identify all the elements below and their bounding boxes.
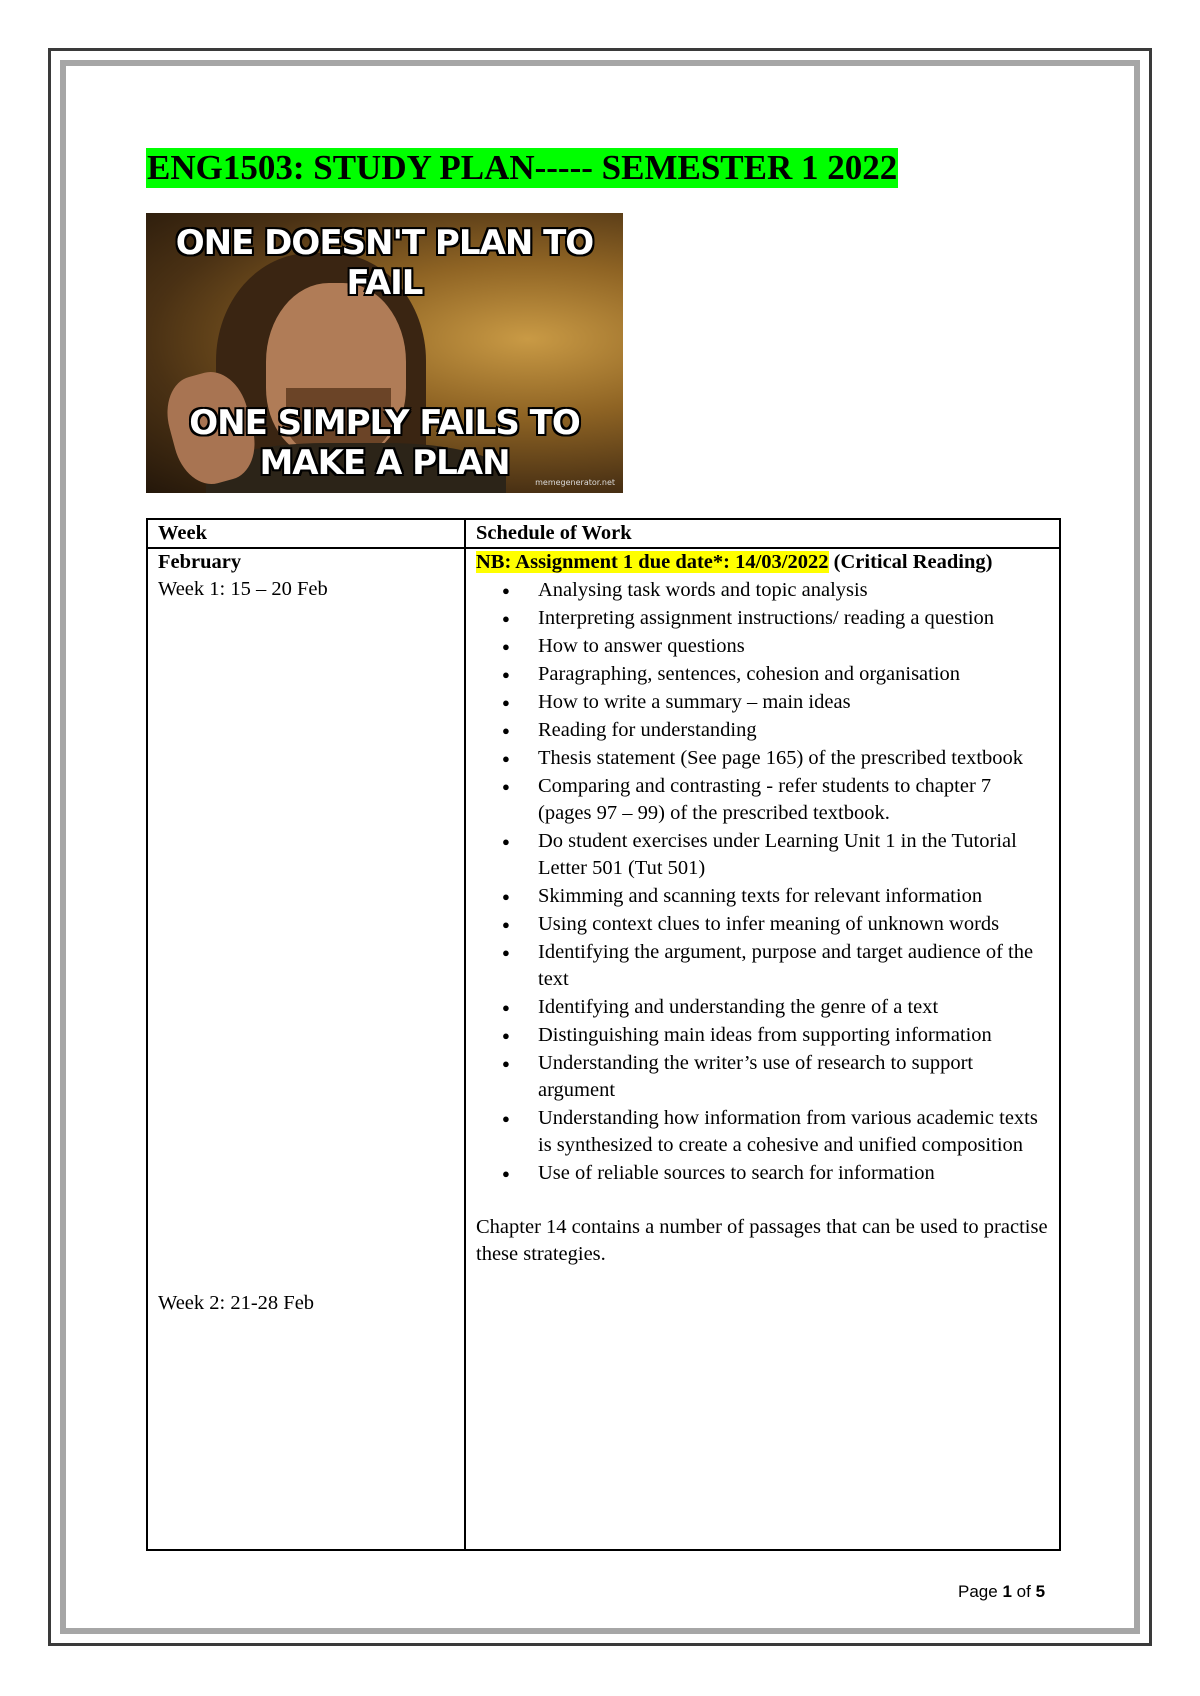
table-row [147, 548, 1060, 1550]
list-item: ● Comparing and contrasting - refer students to chapter 7 (pages 97 – 99) of the prescribed textbook. [538, 773, 1049, 827]
meme-image [146, 213, 623, 493]
nb-note [476, 549, 1049, 576]
week-2-label: Week 2: 21-28 Feb [158, 1292, 315, 1314]
header-week: Week [147, 519, 465, 548]
assignment-topic: (Critical Reading) [828, 551, 993, 573]
list-item: ● Understanding how information from various academic texts is synthesized to create a cohesive and unified composition [538, 1105, 1049, 1159]
meme-top-text: ONE DOESN'T PLAN TO FAIL [175, 223, 594, 303]
list-item: ● Analysing task words and topic analysis [538, 577, 1049, 604]
header-schedule: Schedule of Work [465, 519, 1060, 548]
table-header-row [147, 519, 1060, 548]
assignment-due-highlight: NB: Assignment 1 due date*: 14/03/2022 [476, 551, 829, 573]
list-item: ● Skimming and scanning texts for relevant information [538, 883, 1049, 910]
list-item: ● Reading for understanding [538, 717, 1049, 744]
list-item: ● How to answer questions [538, 633, 1049, 660]
page-current: 1 [1002, 1582, 1012, 1601]
page-total: 5 [1035, 1582, 1046, 1601]
page-number [958, 1582, 1045, 1602]
list-item: ● Identifying the argument, purpose and target audience of the text [538, 939, 1049, 993]
list-item: ● Interpreting assignment instructions/ reading a question [538, 605, 1049, 632]
document-title: ENG1503: STUDY PLAN----- SEMESTER 1 2022 [147, 148, 898, 187]
list-item: ● Thesis statement (See page 165) of the prescribed textbook [538, 745, 1049, 772]
list-item: ● Identifying and understanding the genre of a text [538, 994, 1049, 1021]
list-item: ● Using context clues to infer meaning of unknown words [538, 911, 1049, 938]
month-label: February [158, 551, 242, 573]
meme-bottom-text: ONE SIMPLY FAILS TO MAKE A PLAN [189, 403, 580, 483]
meme-watermark: memegenerator.net [535, 478, 615, 487]
list-item: ● How to write a summary – main ideas [538, 689, 1049, 716]
list-item: ● Do student exercises under Learning Unit 1 in the Tutorial Letter 501 (Tut 501) [538, 828, 1049, 882]
schedule-cell [465, 548, 1060, 1550]
study-plan-table [146, 518, 1061, 1551]
list-item: ● Use of reliable sources to search for information [538, 1160, 1049, 1187]
topic-list [476, 577, 1049, 1187]
list-item: ● Paragraphing, sentences, cohesion and organisation [538, 661, 1049, 688]
page-label: Page [958, 1582, 998, 1601]
week-1-label: Week 1: 15 – 20 Feb [158, 578, 328, 600]
list-item: ● Distinguishing main ideas from supporting information [538, 1022, 1049, 1049]
list-item: ● Understanding the writer’s use of research to support argument [538, 1050, 1049, 1104]
week-cell [147, 548, 465, 1550]
closing-note: Chapter 14 contains a number of passages that can be used to practise these strategies. [476, 1216, 1048, 1265]
page-of-label: of [1016, 1582, 1031, 1601]
